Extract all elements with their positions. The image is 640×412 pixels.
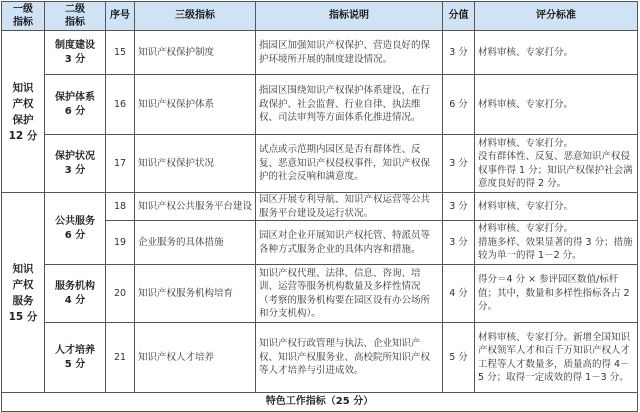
row-indicator: 知识产权保护体系	[135, 75, 256, 135]
dim2-system: 制度建设 3 分	[45, 31, 106, 75]
table-row	[2, 135, 638, 193]
dim2-network: 保护体系 6 分	[45, 75, 106, 135]
row-seq: 19	[106, 221, 135, 265]
row-score: 6 分	[443, 75, 475, 135]
header-score: 分值	[443, 2, 475, 31]
row-seq: 20	[106, 265, 135, 323]
row-indicator: 知识产权人才培养	[135, 323, 256, 393]
table-row	[2, 75, 638, 135]
header-level3: 三级指标	[135, 2, 256, 31]
row-indicator: 知识产权服务机构培育	[135, 265, 256, 323]
row-desc: 园区对企业开展知识产权托管、特派员等各种方式服务企业的具体内容和措施。	[256, 221, 443, 265]
row-score: 3 分	[443, 135, 475, 193]
row-desc: 试点或示范期内园区是否有群体性、反复、恶意知识产权侵权事件，知识产权保护的社会反响和满意度。	[256, 135, 443, 193]
table-row	[2, 265, 638, 323]
row-indicator: 知识产权保护状况	[135, 135, 256, 193]
row-criteria: 材料审核、专家打分。 措施多样、效果显著的得 3 分；措施较为单一的得 1－2 分。	[475, 221, 638, 265]
row-indicator: 知识产权公共服务平台建设	[135, 193, 256, 221]
row-indicator: 企业服务的具体措施	[135, 221, 256, 265]
table-footer-row	[2, 393, 638, 412]
row-criteria: 得分＝4 分 × 参评园区数值/标杆值；其中，数量和多样性指标各占 2 分。	[475, 265, 638, 323]
header-criteria: 评分标准	[475, 2, 638, 31]
row-criteria: 材料审核、专家打分。	[475, 31, 638, 75]
row-seq: 16	[106, 75, 135, 135]
row-criteria: 材料审核、专家打分。新增全国知识产权领军人才和百千万知识产权人才工程等人才数量多，质量高的得 4－5 分；取得一定成效的得 1－3 分。	[475, 323, 638, 393]
dim2-talent: 人才培养 5 分	[45, 323, 106, 393]
row-score: 3 分	[443, 221, 475, 265]
row-criteria: 材料审核、专家打分。	[475, 193, 638, 221]
table-row	[2, 323, 638, 393]
row-score: 5 分	[443, 323, 475, 393]
row-score: 4 分	[443, 265, 475, 323]
dim2-agency: 服务机构 4 分	[45, 265, 106, 323]
ip-evaluation-table	[1, 1, 638, 412]
dim2-status: 保护状况 3 分	[45, 135, 106, 193]
table-row	[2, 31, 638, 75]
footer-title: 特色工作指标（25 分）	[2, 393, 638, 412]
row-desc: 指园区围绕知识产权保护体系建设，在行政保护、社会监督、行业自律、执法维权、司法审判等方面体系化推进情况。	[256, 75, 443, 135]
header-level2: 二级 指标	[45, 2, 106, 31]
header-level1: 一级 指标	[2, 2, 45, 31]
row-criteria: 材料审核、专家打分。 没有群体性、反复、恶意知识产权侵权事件得 1 分；知识产权保护社会满意度良好的得 2 分。	[475, 135, 638, 193]
dim1-protection: 知识 产权 保护 12 分	[2, 31, 45, 193]
row-criteria: 材料审核、专家打分。	[475, 75, 638, 135]
row-desc: 园区开展专利导航、知识产权运营等公共服务平台建设及运行状况。	[256, 193, 443, 221]
row-desc: 知识产权行政管理与执法、企业知识产权、知识产权服务业、高校院所知识产权等人才培养与引进成效。	[256, 323, 443, 393]
row-seq: 21	[106, 323, 135, 393]
row-seq: 18	[106, 193, 135, 221]
row-seq: 17	[106, 135, 135, 193]
header-desc: 指标说明	[256, 2, 443, 31]
row-desc: 知识产权代理、法律、信息、咨询、培训、运营等服务机构数量及多样性情况（考察的服务机构要在园区设有办公场所和分支机构）。	[256, 265, 443, 323]
row-desc: 指园区加强知识产权保护、营造良好的保护环境所开展的制度建设情况。	[256, 31, 443, 75]
header-seq: 序号	[106, 2, 135, 31]
table-header-row	[2, 2, 638, 31]
row-score: 3 分	[443, 193, 475, 221]
dim1-service: 知识 产权 服务 15 分	[2, 193, 45, 393]
row-indicator: 知识产权保护制度	[135, 31, 256, 75]
row-seq: 15	[106, 31, 135, 75]
table-row	[2, 193, 638, 221]
dim2-public: 公共服务 6 分	[45, 193, 106, 265]
row-score: 3 分	[443, 31, 475, 75]
